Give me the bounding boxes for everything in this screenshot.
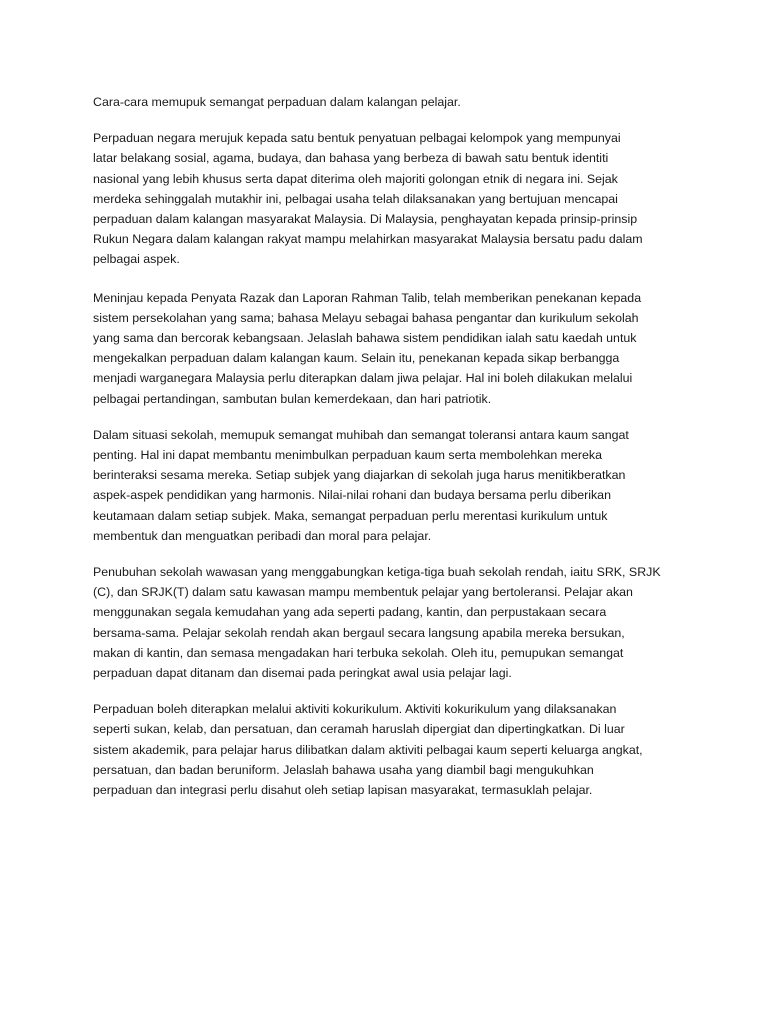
paragraph-line: Meninjau kepada Penyata Razak dan Laporan Rahman Talib, telah memberikan penekanan kepada bbox=[93, 290, 642, 305]
paragraph-line: menggunakan segala kemudahan yang ada seperti padang, kantin, dan perpustakaan secara bbox=[93, 605, 607, 620]
paragraph-4 bbox=[93, 562, 693, 683]
paragraph-line: Perpaduan negara merujuk kepada satu bentuk penyatuan pelbagai kelompok yang mempunyai bbox=[93, 131, 621, 146]
paragraph-line: merdeka sehinggalah mutakhir ini, pelbagai usaha telah dilaksanakan yang bertujuan mencapai bbox=[93, 191, 618, 206]
paragraph-line: perpaduan dan integrasi perlu disahut oleh setiap lapisan masyarakat, termasuklah pelajar. bbox=[93, 783, 593, 798]
document-body bbox=[93, 92, 693, 816]
paragraph-line: pelbagai pertandingan, sambutan bulan kemerdekaan, dan hari patriotik. bbox=[93, 391, 492, 406]
paragraph-line: aspek-aspek pendidikan yang harmonis. Nilai-nilai rohani dan budaya bersama perlu diberikan bbox=[93, 488, 611, 503]
paragraph-line: menjadi warganegara Malaysia perlu diterapkan dalam jiwa pelajar. Hal ini boleh dilakukan melalui bbox=[93, 371, 633, 386]
paragraph-line: yang sama dan bercorak kebangsaan. Jelaslah bahawa sistem pendidikan ialah satu kaedah untuk bbox=[93, 331, 637, 346]
paragraph-2 bbox=[93, 288, 693, 409]
paragraph-line: seperti sukan, kelab, dan persatuan, dan ceramah haruslah dipergiat dan dipertingkatkan. Di luar bbox=[93, 722, 625, 737]
paragraph-line: perpaduan dalam kalangan masyarakat Malaysia. Di Malaysia, penghayatan kepada prinsip-prinsip bbox=[93, 212, 638, 227]
paragraph-line: membentuk dan menguatkan peribadi dan moral para pelajar. bbox=[93, 528, 432, 543]
paragraph-line: sistem persekolahan yang sama; bahasa Melayu sebagai bahasa pengantar dan kurikulum sekolah bbox=[93, 310, 639, 325]
paragraph-line: sistem akademik, para pelajar harus dilibatkan dalam aktiviti pelbagai kaum seperti keluarga angkat, bbox=[93, 742, 643, 757]
paragraph-3 bbox=[93, 425, 693, 546]
paragraph-line: Rukun Negara dalam kalangan rakyat mampu melahirkan masyarakat Malaysia bersatu padu dalam bbox=[93, 232, 643, 247]
paragraph-line: pelbagai aspek. bbox=[93, 252, 180, 267]
paragraph-line: Dalam situasi sekolah, memupuk semangat muhibah dan semangat toleransi antara kaum sangat bbox=[93, 427, 629, 442]
paragraph-line: persatuan, dan badan beruniform. Jelaslah bahawa usaha yang diambil bagi mengukuhkan bbox=[93, 762, 594, 777]
paragraph-line: nasional yang lebih khusus serta dapat diterima oleh majoriti golongan etnik di negara ini. Sejak bbox=[93, 171, 618, 186]
paragraph-line: keutamaan dalam setiap subjek. Maka, semangat perpaduan perlu merentasi kurikulum untuk bbox=[93, 508, 608, 523]
paragraph-line: Penubuhan sekolah wawasan yang menggabungkan ketiga-tiga buah sekolah rendah, iaitu SRK, SRJK bbox=[93, 565, 661, 580]
paragraph-line: makan di kantin, dan semasa mengadakan hari terbuka sekolah. Oleh itu, pemupukan semangat bbox=[93, 645, 624, 660]
paragraph-line: (C), dan SRJK(T) dalam satu kawasan mampu membentuk pelajar yang bertoleransi. Pelajar akan bbox=[93, 585, 633, 600]
paragraph-line: latar belakang sosial, agama, budaya, dan bahasa yang berbeza di bawah satu bentuk identiti bbox=[93, 151, 609, 166]
document-title: Cara-cara memupuk semangat perpaduan dalam kalangan pelajar. bbox=[93, 95, 461, 109]
paragraph-line: Perpaduan boleh diterapkan melalui aktiviti kokurikulum. Aktiviti kokurikulum yang dilaksanakan bbox=[93, 702, 617, 717]
paragraph-line: perpaduan dapat ditanam dan disemai pada peringkat awal usia pelajar lagi. bbox=[93, 666, 512, 681]
paragraph-5 bbox=[93, 699, 693, 800]
paragraph-line: penting. Hal ini dapat membantu menimbulkan perpaduan kaum serta membolehkan mereka bbox=[93, 448, 602, 463]
paragraph-line: mengekalkan perpaduan dalam kalangan kaum. Selain itu, penekanan kepada sikap berbangga bbox=[93, 351, 620, 366]
paragraph-line: berinteraksi sesama mereka. Setiap subjek yang diajarkan di sekolah juga harus menitikberatkan bbox=[93, 468, 626, 483]
paragraph-1 bbox=[93, 128, 693, 269]
paragraph-line: bersama-sama. Pelajar sekolah rendah akan bergaul secara langsung apabila mereka bersukan, bbox=[93, 625, 625, 640]
